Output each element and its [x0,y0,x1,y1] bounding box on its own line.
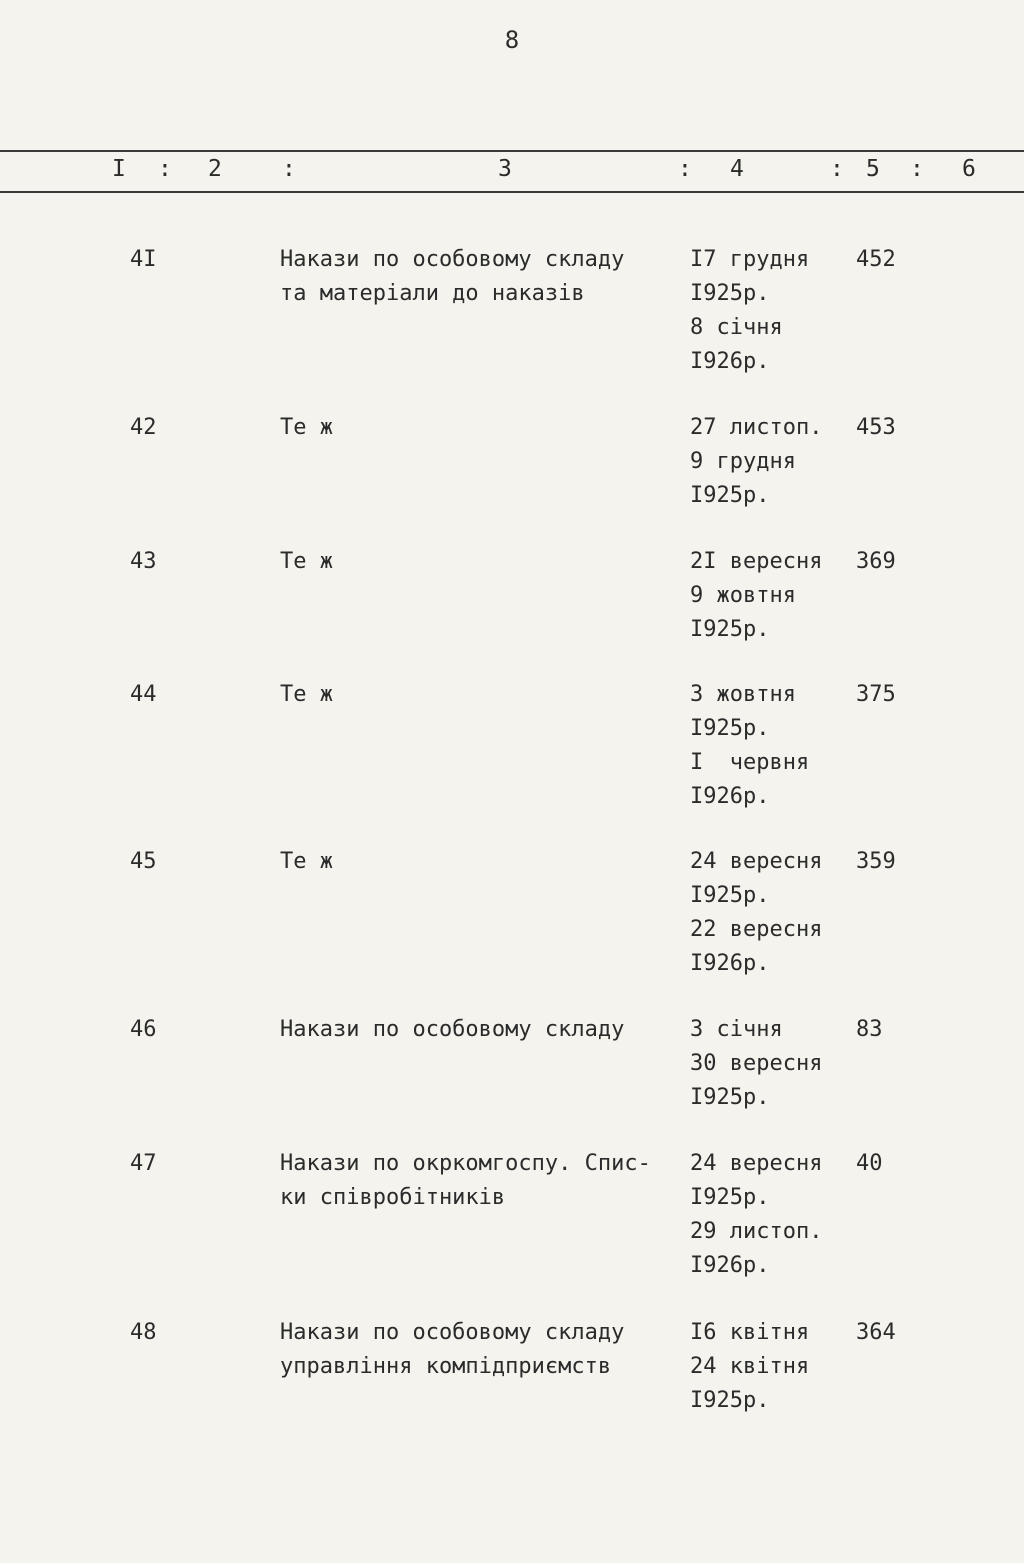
sheet-count: 40 [856,1151,883,1176]
sheet-count: 375 [856,682,896,707]
header-separator-4: : [830,156,844,182]
item-dates [690,678,850,814]
date-line: I6 квітня [690,1320,810,1345]
title-line: Те ж [280,415,333,440]
title-line: Накази по особовому складу [280,1017,625,1042]
header-separator-3: : [678,156,692,182]
date-line: 27 листоп. [690,415,823,440]
date-line: 3 січня [690,1017,783,1042]
item-dates [690,1147,850,1283]
header-col-1: I [112,156,126,182]
item-dates [690,411,850,513]
header-col-2: 2 [208,156,222,182]
item-number: 46 [130,1017,157,1042]
title-line: Накази по окркомгоспу. Спис- [280,1151,651,1176]
item-number: 48 [130,1320,157,1345]
header-separator-5: : [910,156,924,182]
date-line: 3 жовтня [690,682,796,707]
header-col-3: 3 [498,156,512,182]
item-number: 42 [130,415,157,440]
date-line: I925р. [690,281,770,306]
item-title [280,243,680,311]
item-title [280,1147,680,1215]
date-line: I926р. [690,784,770,809]
item-number: 44 [130,682,157,707]
item-dates [690,845,850,981]
item-title [280,1316,680,1384]
item-title [280,678,680,712]
date-line: I925р. [690,716,770,741]
item-number: 45 [130,849,157,874]
date-line: I925р. [690,1085,770,1110]
item-dates [690,1013,850,1115]
date-line: I925р. [690,1185,770,1210]
date-line: I925р. [690,1388,770,1413]
item-dates [690,1316,850,1418]
title-line: та матеріали до наказів [280,281,585,306]
date-line: I926р. [690,1253,770,1278]
title-line: Накази по особовому складу [280,1320,625,1345]
item-number: 43 [130,549,157,574]
item-title [280,411,680,445]
title-line: Те ж [280,849,333,874]
date-line: I7 грудня [690,247,810,272]
sheet-count: 364 [856,1320,896,1345]
date-line: 24 вересня [690,1151,823,1176]
date-line: 9 жовтня [690,583,796,608]
title-line: Те ж [280,682,333,707]
date-line: 22 вересня [690,917,823,942]
sheet-count: 359 [856,849,896,874]
item-dates [690,243,850,379]
date-line: I925р. [690,883,770,908]
sheet-count: 452 [856,247,896,272]
date-line: 29 листоп. [690,1219,823,1244]
header-col-6: 6 [962,156,976,182]
date-line: I926р. [690,951,770,976]
sheet-count: 369 [856,549,896,574]
sheet-count: 453 [856,415,896,440]
header-separator-2: : [282,156,296,182]
header-col-5: 5 [866,156,880,182]
date-line: I925р. [690,617,770,642]
date-line: 9 грудня [690,449,796,474]
page-number: 8 [504,26,520,54]
header-col-4: 4 [730,156,744,182]
sheet-count: 83 [856,1017,883,1042]
item-dates [690,545,850,647]
title-line: Накази по особовому складу [280,247,625,272]
item-number: 47 [130,1151,157,1176]
title-line: Те ж [280,549,333,574]
item-number: 4I [130,247,157,272]
date-line: I червня [690,750,810,775]
date-line: I926р. [690,349,770,374]
header-separator-1: : [158,156,172,182]
date-line: I925р. [690,483,770,508]
item-title [280,1013,680,1047]
title-line: ки співробітників [280,1185,506,1210]
date-line: 2I вересня [690,549,823,574]
item-title [280,845,680,879]
item-title [280,545,680,579]
date-line: 24 вересня [690,849,823,874]
date-line: 30 вересня [690,1051,823,1076]
date-line: 24 квітня [690,1354,810,1379]
date-line: 8 січня [690,315,783,340]
title-line: управління компідприємств [280,1354,612,1379]
